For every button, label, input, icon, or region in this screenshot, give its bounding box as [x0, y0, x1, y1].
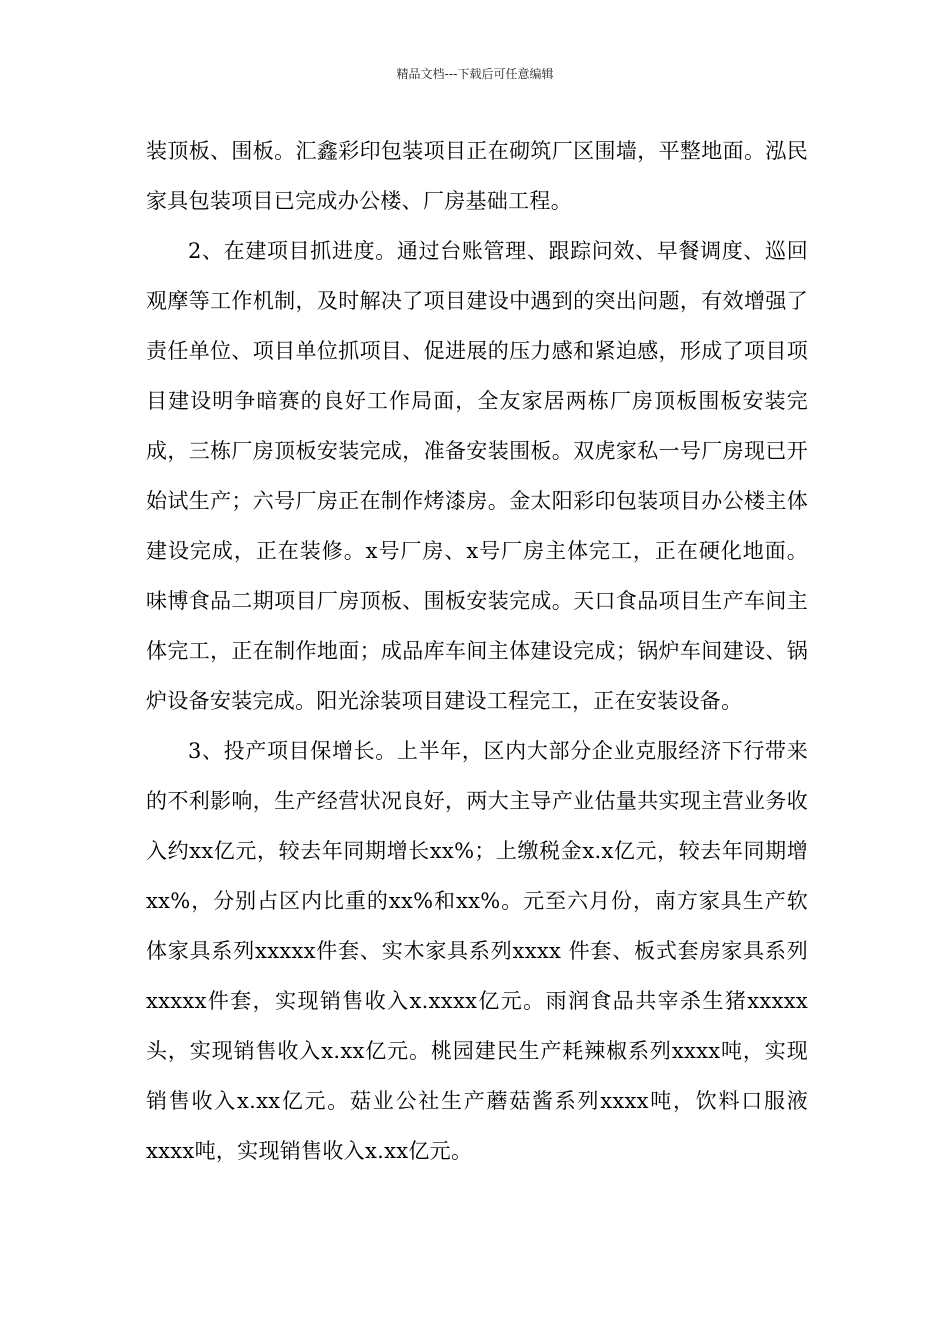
paragraph-continuation: 装顶板、围板。汇鑫彩印包装项目正在砌筑厂区围墙，平整地面。泓民家具包装项目已完成办公楼、厂房基础工程。 — [146, 139, 808, 213]
paragraph-section-2: 2、在建项目抓进度。通过台账管理、跟踪问效、早餐调度、巡回观摩等工作机制，及时解决了项目建设中遇到的突出问题，有效增强了责任单位、项目单位抓项目、促进展的压力感和紧迫感，形成了项目项目建设明争暗赛的良好工作局面，全友家居两栋厂房顶板围板安装完成，三栋厂房顶板安装完成，准备安装围板。双虎家私一号厂房现已开始试生产；六号厂房正在制作烤漆房。金太阳彩印包装项目办公楼主体建设完成，正在装修。x号厂房、x号厂房主体完工，正在硬化地面。味博食品二期项目厂房顶板、围板安装完成。天口食品项目生产车间主体完工，正在制作地面；成品库车间主体建设完成；锅炉车间建设、锅炉设备安装完成。阳光涂装项目建设工程完工，正在安装设备。 — [146, 239, 808, 713]
document-body — [146, 126, 808, 1176]
paragraph-section-3: 3、投产项目保增长。上半年，区内大部分企业克服经济下行带来的不利影响，生产经营状况良好，两大主导产业估量共实现主营业务收入约xx亿元，较去年同期增长xx%；上缴税金x.x亿元，较去年同期增xx%，分别占区内比重的xx%和xx%。元至六月份，南方家具生产软体家具系列xxxxx件套、实木家具系列xxxx 件套、板式套房家具系列xxxxx件套，实现销售收入x.xxxx亿元。雨润食品共宰杀生猪xxxxx头，实现销售收入x.xx亿元。桃园建民生产耗辣椒系列xxxx吨，实现销售收入x.xx亿元。菇业公社生产蘑菇酱系列xxxx吨，饮料口服液xxxx吨，实现销售收入x.xx亿元。 — [146, 739, 808, 1163]
page-header: 精品文档---下载后可任意编辑 — [396, 67, 554, 81]
